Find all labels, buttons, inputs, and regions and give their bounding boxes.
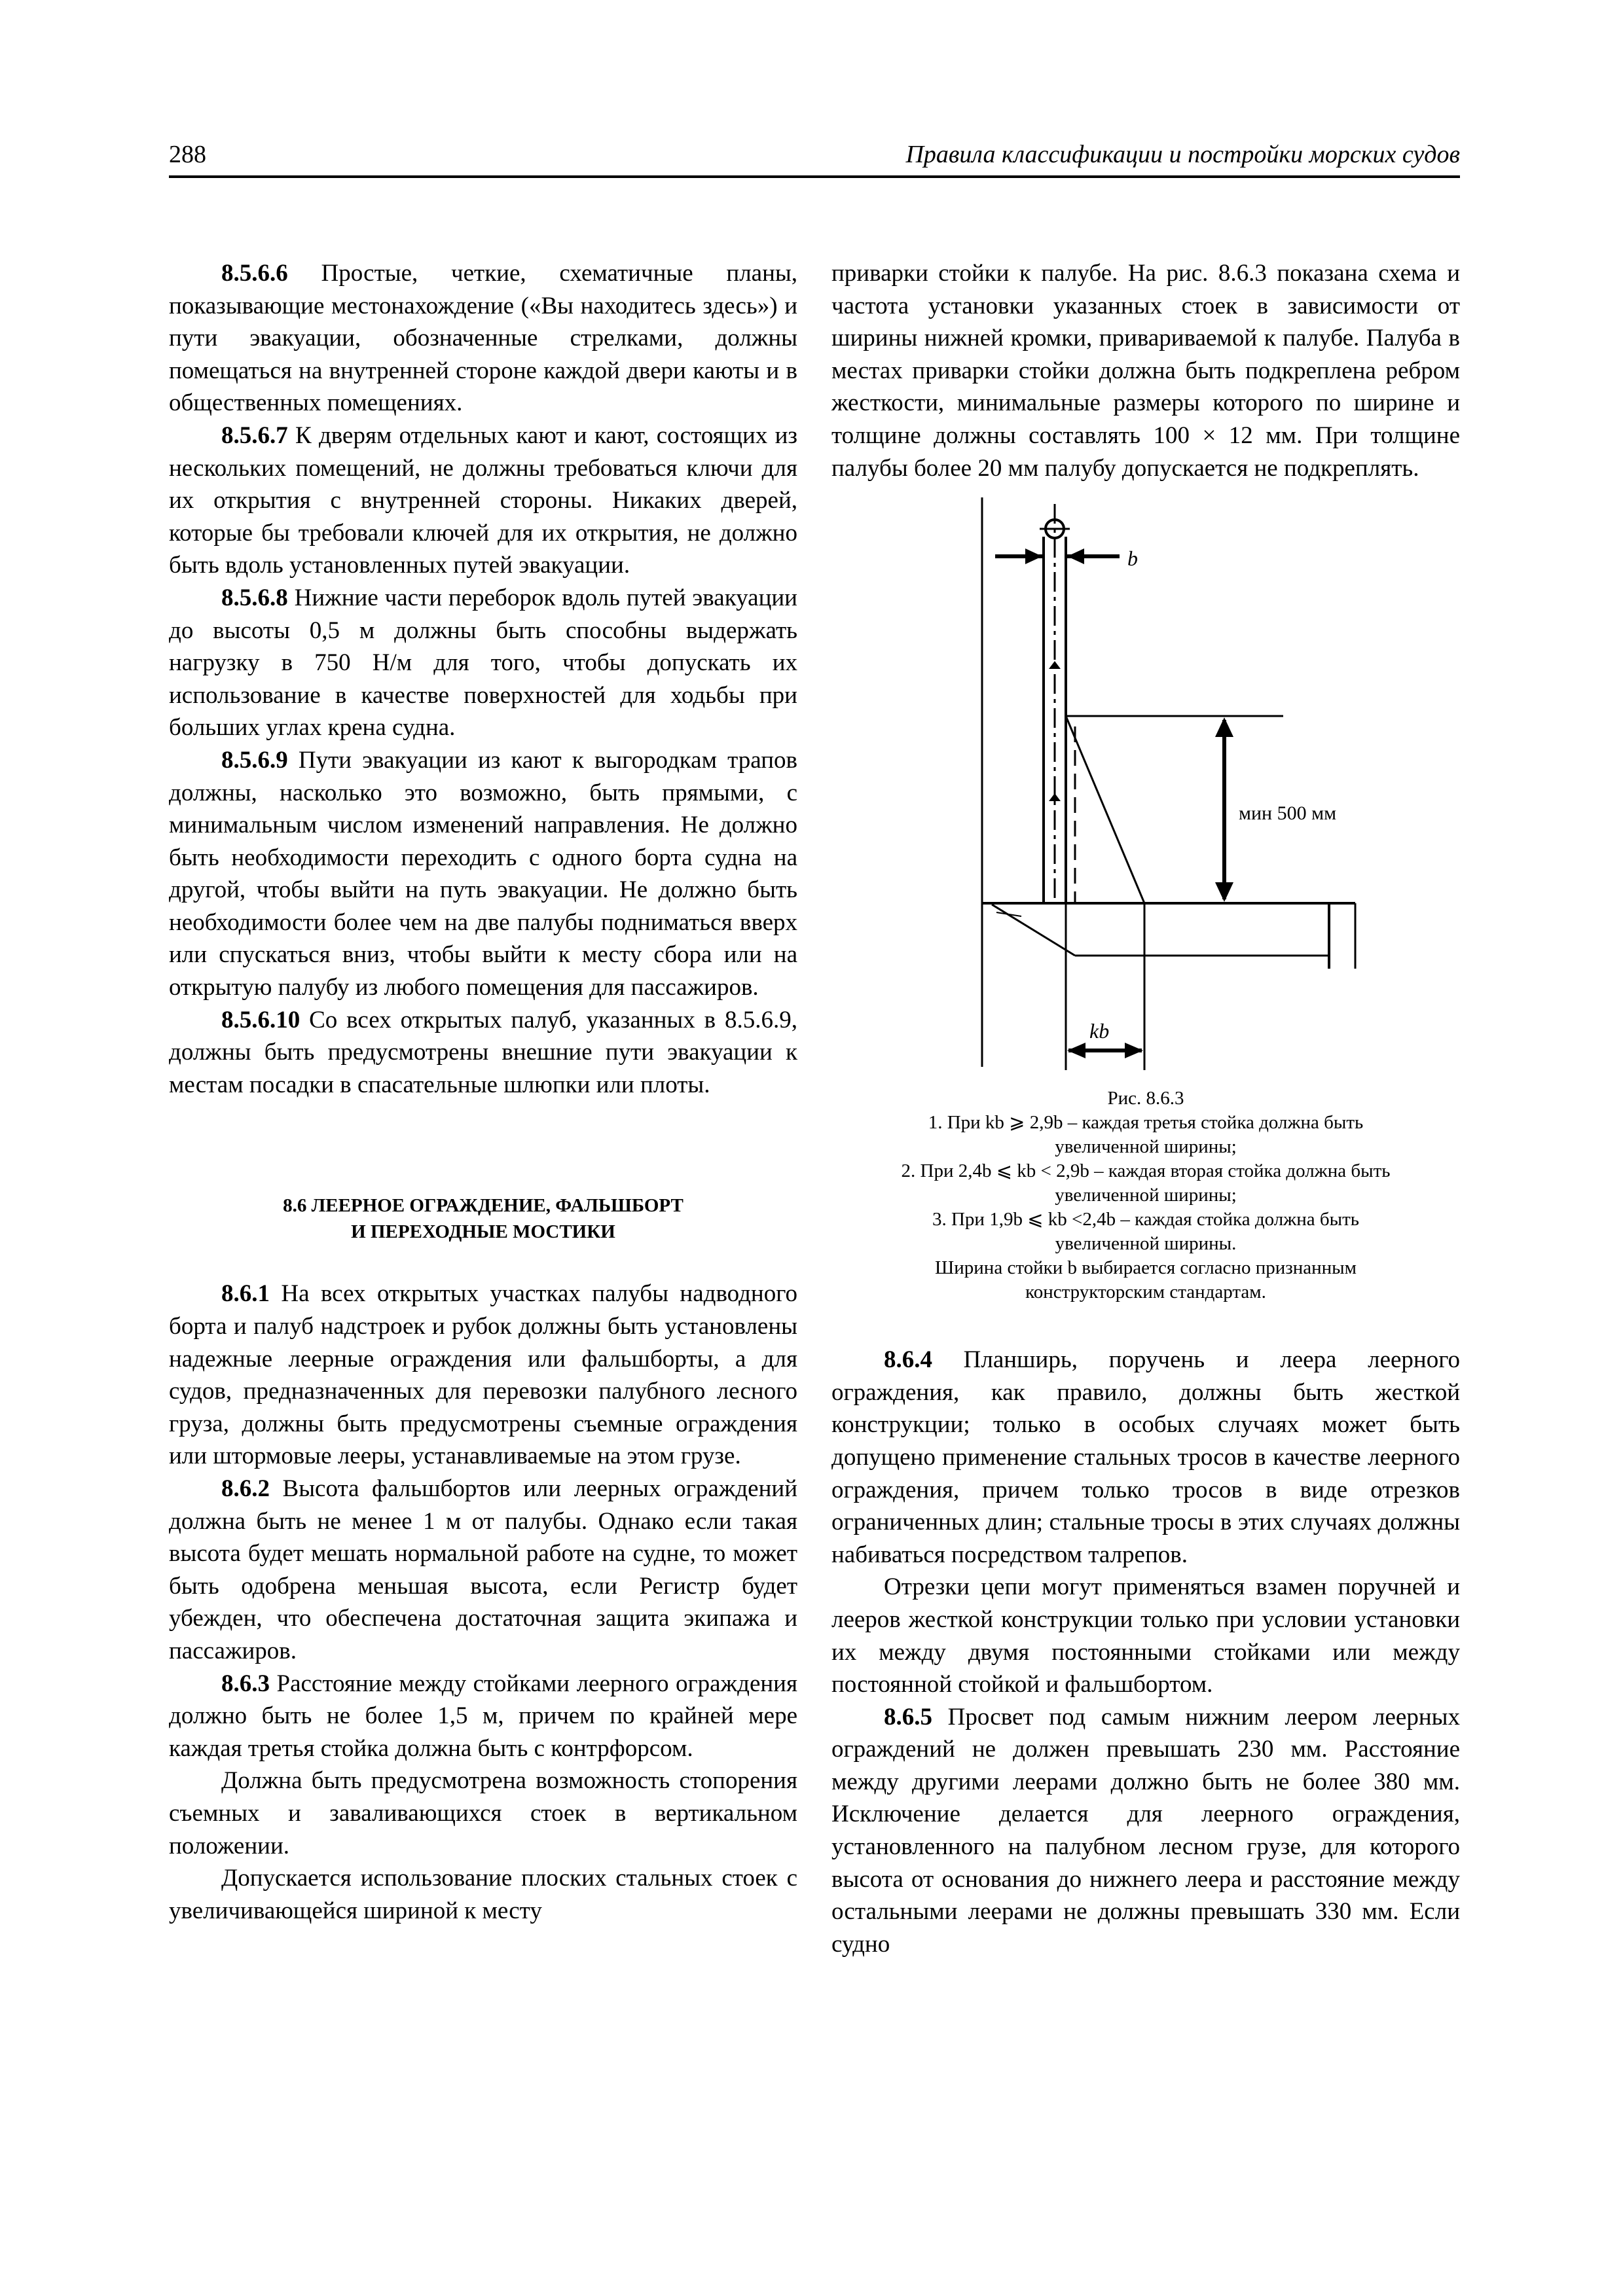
right-column: [831, 257, 1460, 1960]
caption-line: увеличенной ширины.: [1055, 1233, 1237, 1255]
section-title-line-2: И ПЕРЕХОДНЫЕ МОСТИКИ: [351, 1221, 615, 1243]
label-kb: kb: [1089, 1019, 1110, 1043]
paragraph-continuation: приварки стойки к палубе. На рис. 8.6.3 показана схема и частота установки указанных стоек в зависимости от ширины нижней кромки, привариваемой к палубе. Палуба в местах приварки стойки должна быть подкреплена ребром жесткости, минимальные размеры которого по ширине и толщине должны составлять 100 × 12 мм. При толщине палубы более 20 мм палубу допускается не подкреплять.: [831, 260, 1460, 482]
caption-line: увеличенной ширины;: [1055, 1185, 1237, 1206]
stiffener-line: [992, 905, 1075, 956]
clause-number: 8.6.4: [884, 1346, 932, 1374]
paragraph-text: Планширь, поручень и леера леерного ограждения, как правило, должны быть жесткой конструкции; только в особых случаях может быть допущено применение стальных тросов в качестве леерного ограждения, причем только тросов в виде отрезков ограниченных длин; стальные тросы в этих случаях должны набиваться посредством талрепов.: [831, 1346, 1460, 1568]
paragraph-text: На всех открытых участках палубы надводного борта и палуб надстроек и рубок должны быть установлены надежные леерные ограждения или фальшборты, а для судов, предназначенных для перевозки палубного лесного груза, должны быть предусмотрены съемные ограждения или штормовые лееры, устанавливаемые на этом грузе.: [169, 1280, 797, 1470]
paragraph-text: Со всех открытых палуб, указанных в 8.5.6.9, должны быть предусмотрены внешние пути эвакуации к местам посадки в спасательные шлюпки или плоты.: [169, 1006, 797, 1098]
clause-number: 8.6.3: [221, 1670, 270, 1697]
left-column: [169, 257, 797, 1927]
paragraph-8-6-3: [169, 1668, 797, 1765]
clause-number: 8.6.2: [221, 1475, 270, 1502]
paragraph-8-5-6-8: [169, 582, 797, 744]
stanchion-figure: [831, 497, 1460, 1086]
caption-line: 3. При 1,9b ⩽ kb <2,4b – каждая стойка должна быть: [932, 1209, 1359, 1230]
paragraph-flat-stanchions: [169, 1862, 797, 1927]
section-title-line-1: 8.6 ЛЕЕРНОЕ ОГРАЖДЕНИЕ, ФАЛЬШБОРТ: [283, 1195, 684, 1217]
paragraph-8-5-6-6: [169, 257, 797, 420]
paragraph-8-5-6-7: [169, 420, 797, 582]
clause-number: 8.6.5: [884, 1703, 932, 1731]
clause-number: 8.6.1: [221, 1280, 270, 1308]
clause-number: 8.5.6.8: [221, 584, 288, 611]
clause-number: 8.5.6.6: [221, 260, 288, 287]
paragraph-8-6-2: [169, 1473, 797, 1668]
paragraph-text: Нижние части переборок вдоль путей эвакуации до высоты 0,5 м должны быть способны выдержать нагрузку в 750 Н/м для того, чтобы допускать их использование в качестве поверхностей для ходьбы при больших углах крена судна.: [169, 584, 797, 742]
paragraph-text: Простые, четкие, схематичные планы, показывающие местонахождение («Вы находитесь здесь») и пути эвакуации, обозначенные стрелками, должны помещаться на внутренней стороне каждой двери каюты и в общественных помещениях.: [169, 260, 797, 417]
paragraph-text: Допускается использование плоских стальных стоек с увеличивающейся шириной к месту: [169, 1865, 797, 1924]
header-rule: [169, 175, 1460, 178]
label-min-500: мин 500 мм: [1239, 802, 1337, 825]
paragraph-stoppers: [169, 1765, 797, 1862]
paragraph-8-5-6-10: [169, 1004, 797, 1102]
paragraph-8-6-4: [831, 1344, 1460, 1571]
caption-line: 2. При 2,4b ⩽ kb < 2,9b – каждая вторая стойка должна быть: [901, 1160, 1391, 1182]
caption-title: Рис. 8.6.3: [1107, 1088, 1184, 1109]
running-title: Правила классификации и постройки морских судов: [905, 141, 1460, 168]
stanchion-diagram: [831, 497, 1460, 1086]
paragraph-8-5-6-9: [169, 744, 797, 1004]
caption-line: Ширина стойки b выбирается согласно признанным: [935, 1257, 1357, 1279]
caption-line: конструкторским стандартам.: [1025, 1282, 1266, 1303]
paragraph-text: Расстояние между стойками леерного ограждения должно быть не более 1,5 м, причем по крайней мере каждая третья стойка должна быть с контрфорсом.: [169, 1670, 797, 1762]
page-number: 288: [169, 141, 206, 168]
caption-line: увеличенной ширины;: [1055, 1136, 1237, 1158]
paragraph-8-6-5: [831, 1701, 1460, 1961]
paragraph-8-6-1: [169, 1278, 797, 1473]
paragraph-text: Просвет под самым нижним леером леерных ограждений не должен превышать 230 мм. Расстояние между другими леерами должно быть не более 380 мм. Исключение делается для леерного ограждения, установленного на палубном лесном грузе, для которого высота от основания до нижнего леера и расстояние между остальными леерами не должны превышать 330 мм. Если судно: [831, 1703, 1460, 1958]
clause-number: 8.5.6.10: [221, 1006, 301, 1033]
paragraph-text: Отрезки цепи могут применяться взамен поручней и лееров жесткой конструкции только при условии установки их между двумя постоянными стойками или между постоянной стойкой и фальшбортом.: [831, 1573, 1460, 1698]
paragraph-chain-lengths: [831, 1571, 1460, 1700]
figure-caption: [831, 1086, 1460, 1304]
label-b: b: [1127, 547, 1138, 571]
bracket-edge: [1066, 716, 1144, 903]
caption-line: 1. При kb ⩾ 2,9b – каждая третья стойка должна быть: [928, 1112, 1364, 1134]
paragraph-text: Высота фальшбортов или леерных ограждений должна быть не менее 1 м от палубы. Однако если такая высота будет мешать нормальной работе на судне, то может быть одобрена меньшая высота, если Регистр будет убежден, что обеспечена достаточная защита экипажа и пассажиров.: [169, 1475, 797, 1664]
clause-number: 8.5.6.9: [221, 746, 288, 774]
paragraph-text: Пути эвакуации из кают к выгородкам трапов должны, насколько это возможно, быть прямыми, с минимальным числом изменений направления. Не должно быть необходимости переходить с одного борта судна на другой, чтобы выйти на путь эвакуации. Не должно быть необходимости более чем на две палубы подниматься вверх или спускаться вниз, чтобы выйти к месту сбора или на открытую палубу из любого помещения для пассажиров.: [169, 746, 797, 1001]
section-title: [169, 1193, 797, 1245]
paragraph-text: К дверям отдельных кают и кают, состоящих из нескольких помещений, не должны требоваться ключи для их открытия с внутренней стороны. Никаких дверей, которые бы требовали ключей для их открытия, не должно быть вдоль установленных путей эвакуации.: [169, 422, 797, 579]
paragraph-text: Должна быть предусмотрена возможность стопорения съемных и заваливающихся стоек в вертикальном положении.: [169, 1767, 797, 1859]
clause-number: 8.5.6.7: [221, 422, 288, 449]
